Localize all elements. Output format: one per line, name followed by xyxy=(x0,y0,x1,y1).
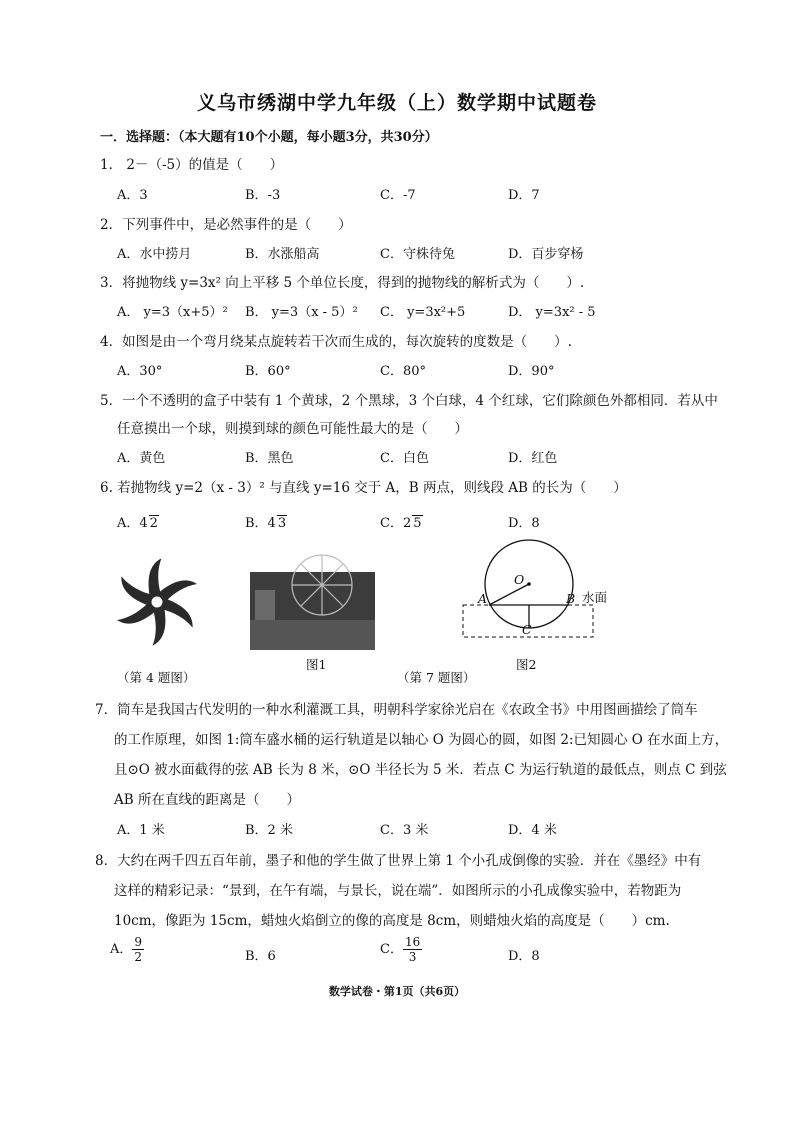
q2-option-d: D．百步穿杨 xyxy=(508,247,584,262)
label-a: A xyxy=(478,591,488,606)
question-7-line-2: 的工作原理，如图 1:筒车盛水桶的运行轨道是以轴心 O 为圆心的圆，如图 2:已知圆心 O 在水面上方， xyxy=(114,732,729,748)
q6-option-b xyxy=(245,512,287,531)
caption-figure-q4: （第 4 题图） xyxy=(117,670,196,685)
question-5-line-1: 5．一个不透明的盒子中装有 1 个黄球，2 个黑球，3 个白球，4 个红球，它们除颜色外都相同．若从中 xyxy=(100,393,718,409)
crescent-rotation-figure xyxy=(112,555,202,650)
label-c: C xyxy=(522,622,532,637)
question-3-stem: 3．将抛物线 y=3x² 向上平移 5 个单位长度，得到的抛物线的解析式为（ ）. xyxy=(100,275,585,291)
q3-option-c: C． y=3x²+5 xyxy=(380,305,466,320)
q8-option-a xyxy=(110,936,144,963)
q5-option-a: A．黄色 xyxy=(117,451,166,466)
q4-option-b: B．60° xyxy=(245,364,291,379)
q8-option-a-fraction xyxy=(132,936,144,963)
question-7-line-3: 且⊙O 被水面截得的弦 AB 长为 8 米，⊙O 半径长为 5 米．若点 C 为运行轨道的最低点，则点 C 到弦 xyxy=(114,762,727,778)
label-o: O xyxy=(514,572,525,587)
q7-option-a: A．1 米 xyxy=(117,823,165,838)
label-water-surface: 水面 xyxy=(582,590,608,605)
page-title: 义乌市绣湖中学九年级（上）数学期中试题卷 xyxy=(196,92,597,114)
q6-option-a-text: A．4 xyxy=(117,516,148,531)
q8-option-c-text: C． xyxy=(380,942,403,957)
q1-option-b: B．-3 xyxy=(245,188,281,203)
caption-figure-q7: （第 7 题图） xyxy=(397,670,476,685)
q8-option-a-text: A． xyxy=(110,942,133,957)
q7-option-d: D．4 米 xyxy=(508,823,557,838)
question-8-line-1: 8．大约在两千四五百年前，墨子和他的学生做了世界上第 1 个小孔成倒像的实验．并在《墨经》中有 xyxy=(95,853,702,869)
q2-option-b: B．水涨船高 xyxy=(245,247,320,262)
fraction-denominator: 3 xyxy=(408,950,417,964)
q8-option-c xyxy=(380,936,422,963)
q4-option-d: D．90° xyxy=(508,364,555,379)
q6-option-a xyxy=(117,512,159,531)
question-4-stem: 4．如图是由一个弯月绕某点旋转若干次而生成的，每次旋转的度数是（ ）. xyxy=(100,334,572,350)
q7-option-b: B．2 米 xyxy=(245,823,293,838)
q6-option-b-radicand: 3 xyxy=(277,516,287,531)
q1-option-a: A．3 xyxy=(117,188,148,203)
page-footer: 数学试卷・第1页（共6页） xyxy=(328,985,466,998)
q6-option-c xyxy=(380,512,423,531)
question-7-line-4: AB 所在直线的距离是（ ） xyxy=(114,792,300,808)
fraction-denominator: 2 xyxy=(134,950,143,964)
q6-option-a-radicand: 2 xyxy=(149,516,158,531)
q1-option-c: C．-7 xyxy=(380,188,416,203)
question-2-stem: 2．下列事件中，是必然事件的是（ ） xyxy=(100,217,352,233)
q3-option-b: B． y=3（x - 5）² xyxy=(245,305,358,320)
q2-option-c: C．守株待兔 xyxy=(380,247,455,262)
q5-option-b: B．黑色 xyxy=(245,451,294,466)
question-7-line-1: 7．筒车是我国古代发明的一种水利灌溉工具，明朝科学家徐光启在《农政全书》中用图画描绘了筒车 xyxy=(95,702,698,718)
q1-option-d: D．7 xyxy=(508,188,540,203)
question-8-line-3: 10cm，像距为 15cm，蜡烛火焰倒立的像的高度是 8cm，则蜡烛火焰的高度是（ ）cm. xyxy=(114,913,670,929)
q8-option-d: D．8 xyxy=(508,949,540,964)
water-wheel-photo xyxy=(250,550,375,650)
q4-option-a: A．30° xyxy=(117,364,163,379)
q4-option-c: C．80° xyxy=(380,364,426,379)
caption-figure-1: 图1 xyxy=(306,657,327,672)
fraction-numerator: 16 xyxy=(404,935,421,949)
q2-option-a: A．水中捞月 xyxy=(117,247,192,262)
q6-option-c-text: C．2 xyxy=(380,516,412,531)
q3-option-d: D． y=3x² - 5 xyxy=(508,305,596,320)
q6-option-b-text: B．4 xyxy=(245,516,276,531)
caption-figure-2: 图2 xyxy=(516,657,537,672)
q7-option-c: C．3 米 xyxy=(380,823,429,838)
q3-option-a: A． y=3（x+5）² xyxy=(117,305,228,320)
q6-option-d: D．8 xyxy=(508,516,540,531)
question-1-stem: 1． 2－（-5）的值是（ ） xyxy=(100,157,284,173)
q6-option-c-radicand: 5 xyxy=(413,516,422,531)
question-5-line-2: 任意摸出一个球，则摸到球的颜色可能性最大的是（ ） xyxy=(117,421,468,437)
label-b: B xyxy=(566,591,576,606)
q5-option-d: D．红色 xyxy=(508,451,558,466)
q5-option-c: C．白色 xyxy=(380,451,429,466)
fraction-numerator: 9 xyxy=(134,935,143,949)
q8-option-b: B．6 xyxy=(245,949,276,964)
section-heading: 一．选择题：（本大题有10个小题，每小题3分，共30分） xyxy=(100,130,438,145)
question-8-line-2: 这样的精彩记录：“景到，在午有端，与景长，说在端”．如图所示的小孔成像实验中，若物距为 xyxy=(114,883,682,899)
q8-option-c-fraction xyxy=(403,936,422,963)
question-6-stem: 6. 若抛物线 y=2（x - 3）² 与直线 y=16 交于 A，B 两点，则线段 AB 的长为（ ） xyxy=(100,480,627,496)
